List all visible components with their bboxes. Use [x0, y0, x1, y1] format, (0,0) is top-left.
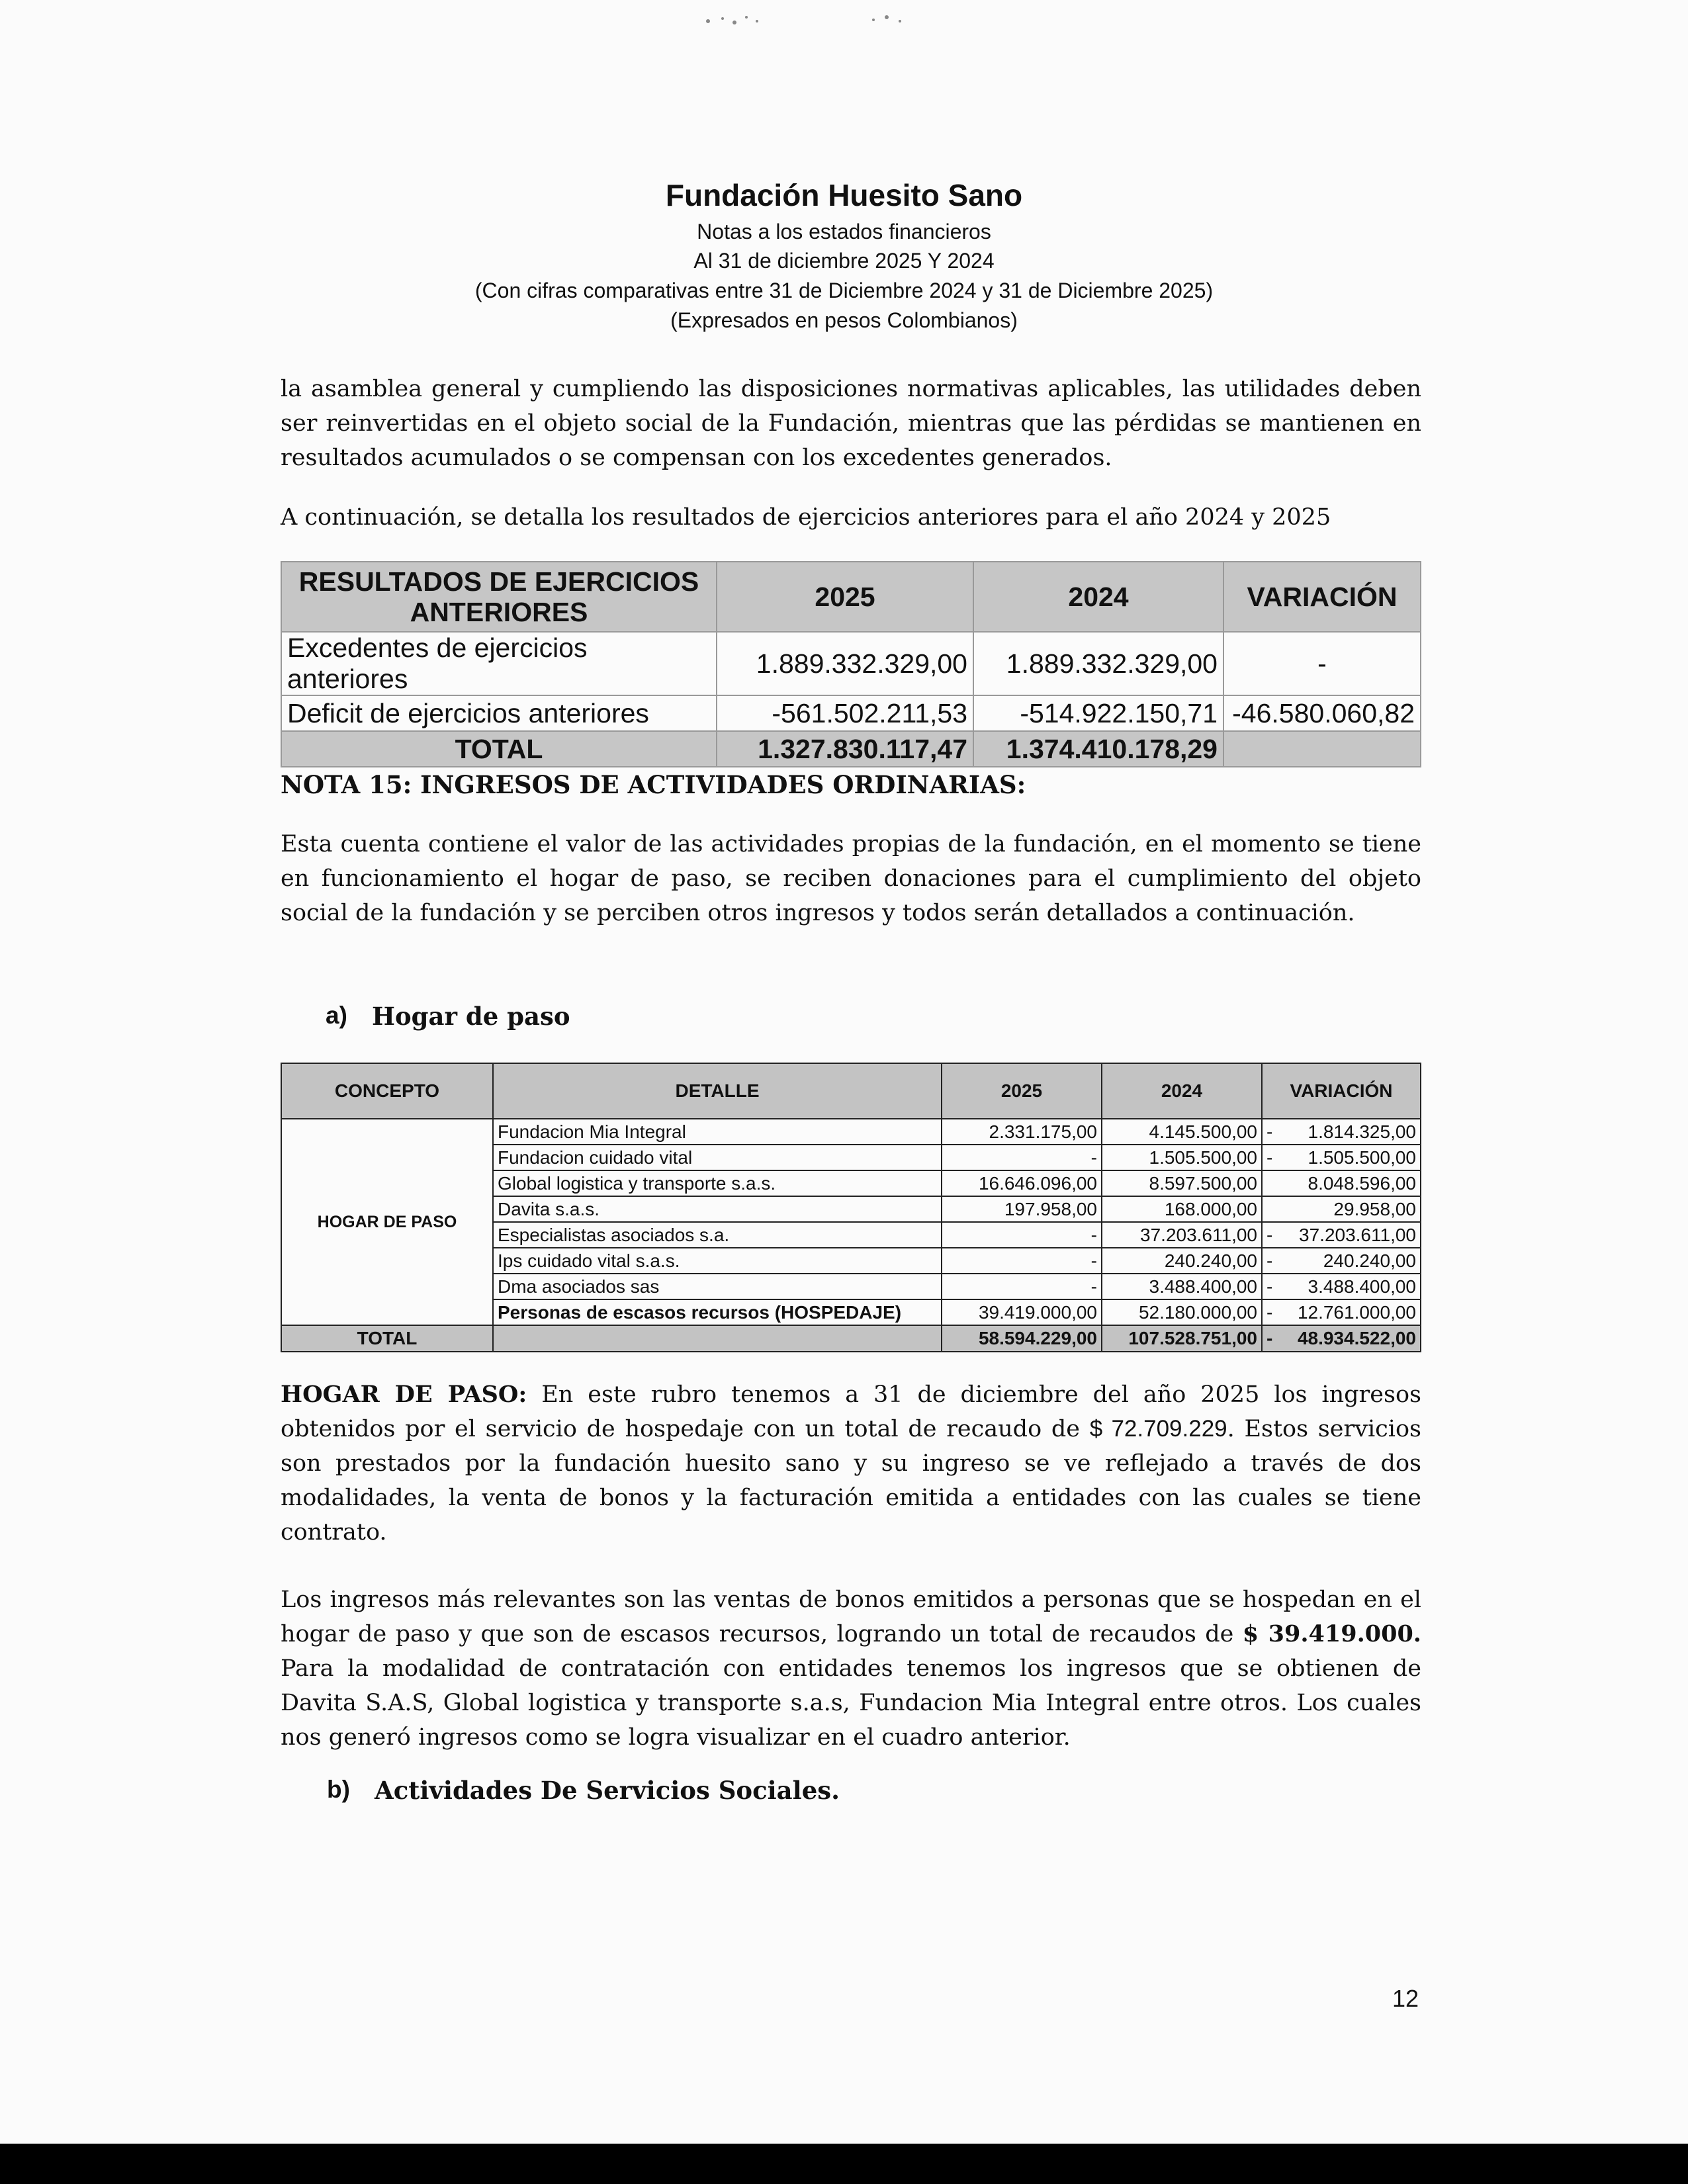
table-row	[281, 632, 1421, 695]
value-2024: 240.240,00	[1102, 1248, 1262, 1274]
total-variation: 48.934.522,00	[1280, 1325, 1421, 1352]
concept-cell: HOGAR DE PASO	[281, 1119, 493, 1325]
variation-sign: -	[1262, 1119, 1280, 1145]
scan-speckle-decoration	[688, 7, 993, 33]
detail-cell: Personas de escasos recursos (HOSPEDAJE)	[493, 1299, 942, 1325]
org-title: Fundación Huesito Sano	[665, 178, 1023, 212]
subsection-servicios-sociales: Actividades De Servicios Sociales.	[375, 1776, 840, 1805]
ingresos-text: Los ingresos más relevantes son las ventas de bonos emitidos a personas que se hospedan en el hogar de paso y que son de escasos recursos, logrando un total de recaudos de	[281, 1587, 1421, 1647]
value-variation: 12.761.000,00	[1280, 1299, 1421, 1325]
hogar-de-paso-table	[281, 1063, 1421, 1352]
value-2024: 4.145.500,00	[1102, 1119, 1262, 1145]
detail-cell: Global logistica y transporte s.a.s.	[493, 1170, 942, 1196]
total-variation-sign: -	[1262, 1325, 1280, 1352]
value-2025: 16.646.096,00	[942, 1170, 1102, 1196]
total-row	[281, 731, 1421, 767]
paragraph-hogar-de-paso	[281, 1377, 1421, 1550]
value-2025: -	[942, 1274, 1102, 1299]
subsection-letter-b: b)	[327, 1776, 350, 1803]
value-variation: -46.580.060,82	[1223, 695, 1421, 731]
variation-sign: -	[1262, 1222, 1280, 1248]
total-label: TOTAL	[281, 731, 717, 767]
variation-sign: -	[1262, 1274, 1280, 1299]
table-header-row	[281, 1063, 1421, 1119]
table-row	[281, 695, 1421, 731]
row-label: Deficit de ejercicios anteriores	[281, 695, 717, 731]
page-number: 12	[1392, 1985, 1419, 2012]
table-header: 2025	[717, 562, 973, 632]
value-2025: 197.958,00	[942, 1196, 1102, 1222]
value-2025: -561.502.211,53	[717, 695, 973, 731]
value-2024: 37.203.611,00	[1102, 1222, 1262, 1248]
value-2024: 8.597.500,00	[1102, 1170, 1262, 1196]
paragraph-nota-15: Esta cuenta contiene el valor de las actividades propias de la fundación, en el momento se tiene en funcionamiento el hogar de paso, se reciben donaciones para el cumplimiento del objeto social de la fundación y se perciben otros ingresos y todos serán detallados a continuación.	[281, 831, 1421, 926]
results-previous-years-table	[281, 561, 1421, 767]
variation-sign: -	[1262, 1145, 1280, 1170]
value-2024: 52.180.000,00	[1102, 1299, 1262, 1325]
value-2025: 39.419.000,00	[942, 1299, 1102, 1325]
table-header: VARIACIÓN	[1223, 562, 1421, 632]
paragraph-asamblea: la asamblea general y cumpliendo las disposiciones normativas aplicables, las utilidades deben ser reinvertidas en el objeto social de la Fundación, mientras que las pérdidas se mantienen en resultados acumulados o se compensan con los excedentes generados.	[281, 376, 1421, 471]
value-2025: 2.331.175,00	[942, 1119, 1102, 1145]
variation-sign: -	[1262, 1248, 1280, 1274]
total-detail	[493, 1325, 942, 1352]
detail-cell: Davita s.a.s.	[493, 1196, 942, 1222]
lead-hogar-de-paso: HOGAR DE PASO:	[281, 1381, 527, 1408]
paragraph-intro-table: A continuación, se detalla los resultados de ejercicios anteriores para el año 2024 y 2025	[281, 504, 1331, 531]
header-date: Al 31 de diciembre 2025 Y 2024	[693, 249, 995, 273]
table-header: 2024	[1102, 1063, 1262, 1119]
table-header-row	[281, 562, 1421, 632]
table-header: 2024	[973, 562, 1223, 632]
total-2025: 58.594.229,00	[942, 1325, 1102, 1352]
total-label: TOTAL	[281, 1325, 493, 1352]
table-row	[281, 1119, 1421, 1145]
detail-cell: Ips cuidado vital s.a.s.	[493, 1248, 942, 1274]
subsection-letter-a: a)	[326, 1002, 347, 1029]
variation-sign	[1262, 1170, 1280, 1196]
value-variation: 1.505.500,00	[1280, 1145, 1421, 1170]
value-2024: 1.505.500,00	[1102, 1145, 1262, 1170]
hogar-rest: . Estos servicios son prestados por la fundación huesito sano y su ingreso se ve reflejado a través de dos modalidades, la venta de bonos y la facturación emitida a entidades con las cuales se tiene contrato.	[281, 1416, 1421, 1546]
value-2024: -514.922.150,71	[973, 695, 1223, 731]
detail-cell: Dma asociados sas	[493, 1274, 942, 1299]
total-row	[281, 1325, 1421, 1352]
value-variation: 240.240,00	[1280, 1248, 1421, 1274]
table-header: 2025	[942, 1063, 1102, 1119]
header-currency: (Expresados en pesos Colombianos)	[670, 308, 1018, 332]
detail-cell: Fundacion cuidado vital	[493, 1145, 942, 1170]
paragraph-ingresos-relevantes	[281, 1583, 1421, 1755]
row-label: Excedentes de ejercicios anteriores	[281, 632, 717, 695]
table-header: VARIACIÓN	[1262, 1063, 1421, 1119]
variation-sign	[1262, 1196, 1280, 1222]
detail-cell: Especialistas asociados s.a.	[493, 1222, 942, 1248]
value-variation: 1.814.325,00	[1280, 1119, 1421, 1145]
ingresos-rest: Para la modalidad de contratación con entidades tenemos los ingresos que se obtienen de Davita S.A.S, Global logistica y transporte s.a.s, Fundacion Mia Integral entre otros. Los cuales nos generó ingresos como se logra visualizar en el cuadro anterior.	[281, 1655, 1421, 1751]
value-variation: -	[1223, 632, 1421, 695]
value-variation: 29.958,00	[1280, 1196, 1421, 1222]
table-header: DETALLE	[493, 1063, 942, 1119]
nota-15-heading: NOTA 15: INGRESOS DE ACTIVIDADES ORDINARIAS:	[281, 770, 1026, 799]
value-2024: 3.488.400,00	[1102, 1274, 1262, 1299]
hogar-amount: $ 72.709.229	[1089, 1416, 1227, 1442]
total-2024: 1.374.410.178,29	[973, 731, 1223, 767]
value-variation: 3.488.400,00	[1280, 1274, 1421, 1299]
table-header: RESULTADOS DE EJERCICIOS ANTERIORES	[281, 562, 717, 632]
total-2025: 1.327.830.117,47	[717, 731, 973, 767]
subsection-hogar-de-paso: Hogar de paso	[372, 1002, 570, 1031]
value-2024: 1.889.332.329,00	[973, 632, 1223, 695]
total-variation	[1223, 731, 1421, 767]
detail-cell: Fundacion Mia Integral	[493, 1119, 942, 1145]
header-comparative: (Con cifras comparativas entre 31 de Diciembre 2024 y 31 de Diciembre 2025)	[474, 279, 1214, 302]
total-2024: 107.528.751,00	[1102, 1325, 1262, 1352]
value-2025: -	[942, 1248, 1102, 1274]
variation-sign: -	[1262, 1299, 1280, 1325]
table-header: CONCEPTO	[281, 1063, 493, 1119]
ingresos-amount: $ 39.419.000.	[1242, 1620, 1421, 1647]
value-2025: 1.889.332.329,00	[717, 632, 973, 695]
header-subtitle: Notas a los estados financieros	[697, 220, 991, 243]
value-2024: 168.000,00	[1102, 1196, 1262, 1222]
value-variation: 8.048.596,00	[1280, 1170, 1421, 1196]
hogar-text: En este rubro tenemos a 31 de diciembre del año 2025 los ingresos obtenidos por el servicio de hospedaje con un total de recaudo de	[281, 1381, 1421, 1442]
value-variation: 37.203.611,00	[1280, 1222, 1421, 1248]
value-2025: -	[942, 1145, 1102, 1170]
value-2025: -	[942, 1222, 1102, 1248]
